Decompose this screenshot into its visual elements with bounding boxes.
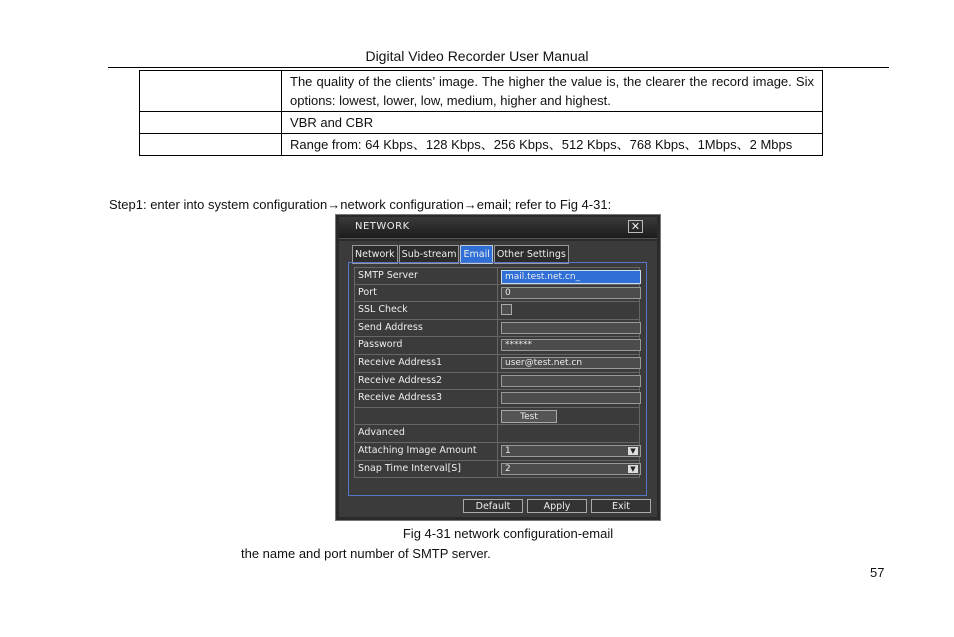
receive-address2-input[interactable] <box>501 375 641 387</box>
table-cell-desc: Range from: 64 Kbps、128 Kbps、256 Kbps、512 Kbps、768 Kbps、1Mbps、2 Mbps <box>282 134 823 156</box>
email-settings-panel <box>348 262 647 496</box>
chevron-down-icon[interactable]: ▼ <box>628 447 638 455</box>
close-icon[interactable]: ✕ <box>628 220 643 233</box>
attach-amount-value: 1 <box>505 445 511 456</box>
send-address-label: Send Address <box>355 320 498 337</box>
exit-button[interactable]: Exit <box>591 499 651 513</box>
row-ssl-check <box>354 302 640 320</box>
receive-address3-input[interactable] <box>501 392 641 404</box>
table-row <box>140 71 823 112</box>
snap-interval-select[interactable] <box>501 463 641 475</box>
receive-address1-label: Receive Address1 <box>355 355 498 372</box>
attach-amount-select[interactable] <box>501 445 641 457</box>
table-row <box>140 134 823 156</box>
tab-email[interactable]: Email <box>460 245 492 264</box>
table-cell-desc: The quality of the clients’ image. The higher the value is, the clearer the record image. Six options: lowest, lower, low, medium, higher and highest. <box>282 71 823 112</box>
apply-button[interactable]: Apply <box>527 499 587 513</box>
send-address-input[interactable] <box>501 322 641 334</box>
figure-caption: Fig 4-31 network configuration-email <box>402 526 614 541</box>
row-test <box>354 408 640 426</box>
dialog-footer <box>463 499 651 513</box>
receive-address1-input[interactable]: user@test.net.cn <box>501 357 641 369</box>
dialog-titlebar <box>339 217 657 239</box>
email-settings-rows <box>354 267 640 478</box>
attach-amount-label: Attaching Image Amount <box>355 443 498 460</box>
dialog-body <box>339 241 657 517</box>
ssl-check-checkbox[interactable] <box>501 304 512 315</box>
table-cell-desc: VBR and CBR <box>282 112 823 134</box>
tab-network[interactable]: Network <box>352 245 398 264</box>
advanced-label[interactable]: Advanced <box>355 425 498 442</box>
page-number: 57 <box>870 565 885 580</box>
row-password <box>354 337 640 355</box>
password-input[interactable]: ****** <box>501 339 641 351</box>
port-label: Port <box>355 285 498 302</box>
row-port <box>354 285 640 303</box>
table-cell-param <box>140 112 282 134</box>
smtp-server-label: SMTP Server <box>355 268 498 284</box>
page-header-title: Digital Video Recorder User Manual <box>365 48 589 64</box>
row-smtp-server <box>354 267 640 285</box>
header-rule <box>108 67 889 68</box>
default-button[interactable]: Default <box>463 499 523 513</box>
password-label: Password <box>355 337 498 354</box>
snap-interval-value: 2 <box>505 463 511 474</box>
row-send-address <box>354 320 640 338</box>
port-input[interactable]: 0 <box>501 287 641 299</box>
table-cell-param <box>140 71 282 112</box>
parameter-table <box>139 70 823 156</box>
row-receive-address3 <box>354 390 640 408</box>
test-button[interactable]: Test <box>501 410 557 423</box>
row-attach-amount <box>354 443 640 461</box>
figure-caption-wrap <box>0 526 954 541</box>
row-advanced <box>354 425 640 443</box>
table-cell-param <box>140 134 282 156</box>
receive-address2-label: Receive Address2 <box>355 373 498 390</box>
tab-sub-stream[interactable]: Sub-stream <box>399 245 460 264</box>
table-row <box>140 112 823 134</box>
row-receive-address2 <box>354 373 640 391</box>
row-snap-interval <box>354 461 640 479</box>
body-text: the name and port number of SMTP server. <box>241 546 491 561</box>
network-dialog-screenshot <box>335 214 661 521</box>
dialog-title: NETWORK <box>355 221 410 232</box>
snap-interval-label: Snap Time Interval[S] <box>355 461 498 478</box>
chevron-down-icon[interactable]: ▼ <box>628 465 638 473</box>
tab-other-settings[interactable]: Other Settings <box>494 245 569 264</box>
row-receive-address1 <box>354 355 640 373</box>
ssl-check-label: SSL Check <box>355 302 498 319</box>
test-row-label <box>355 408 498 425</box>
smtp-server-input[interactable]: mail.test.net.cn_ <box>501 270 641 284</box>
receive-address3-label: Receive Address3 <box>355 390 498 407</box>
step1-instruction: Step1: enter into system configuration→network configuration→email; refer to Fig 4-31: <box>109 197 612 212</box>
